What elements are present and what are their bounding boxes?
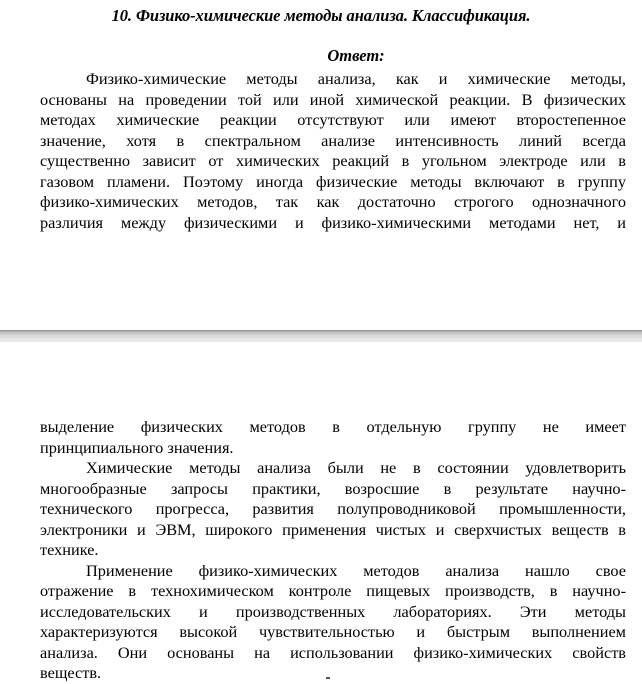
text-line: методах химические реакции отсутствуют или имеют второстепенное — [40, 110, 626, 129]
text-line: характеризуются высокой чувствительностью и быстрым выполнением — [40, 622, 626, 641]
page-break-divider — [0, 330, 642, 342]
text-line: анализа. Они основаны на использовании физико-химических свойств — [40, 642, 626, 662]
text-line: газовом пламени. Поэтому иногда физические методы включают в группу — [40, 171, 626, 191]
section-heading: 10. Физико-химические методы анализа. Классификация. — [111, 6, 531, 25]
text-line: выделение физических методов в отдельную группу не имеет — [40, 417, 626, 436]
text-line: различия между физическими и физико-химическими методами нет, и — [40, 212, 626, 232]
text-line: технического прогресса, развития полупроводниковой промышленности, — [40, 499, 626, 518]
text-line: существенно зависит от химических реакций в угольном электроде или в — [40, 151, 626, 170]
text-line: Применение физико-химических методов анализа нашло свое — [86, 560, 626, 580]
answer-label: Ответ: — [327, 46, 385, 65]
text-line: многообразные запросы практики, возросшие в результате научно- — [40, 478, 626, 498]
text-line: значение, хотя в спектральном анализе интенсивность линий всегда — [40, 130, 626, 150]
text-line: электроники и ЭВМ, широкого применения чистых и сверхчистых веществ в — [40, 519, 626, 539]
text-line: основаны на проведении той или иной химической реакции. В физических — [40, 89, 626, 109]
paragraph-block-page-2 — [40, 417, 626, 684]
text-line: веществ. — [40, 663, 102, 682]
text-line: принципиального значения. — [40, 437, 234, 457]
text-line: физико-химических методов, так как достаточно строгого однозначного — [40, 192, 626, 211]
text-line: Химические методы анализа были не в состоянии удовлетворить — [86, 458, 626, 477]
text-line: отражение в технохимическом контроле пищевых производств, в научно- — [40, 581, 626, 600]
text-line: технике. — [40, 540, 99, 559]
paragraph-block-page-1 — [40, 69, 626, 233]
text-line: Физико-химические методы анализа, как и химические методы, — [86, 69, 626, 88]
text-line: исследовательских и производственных лабораториях. Эти методы — [40, 601, 626, 621]
